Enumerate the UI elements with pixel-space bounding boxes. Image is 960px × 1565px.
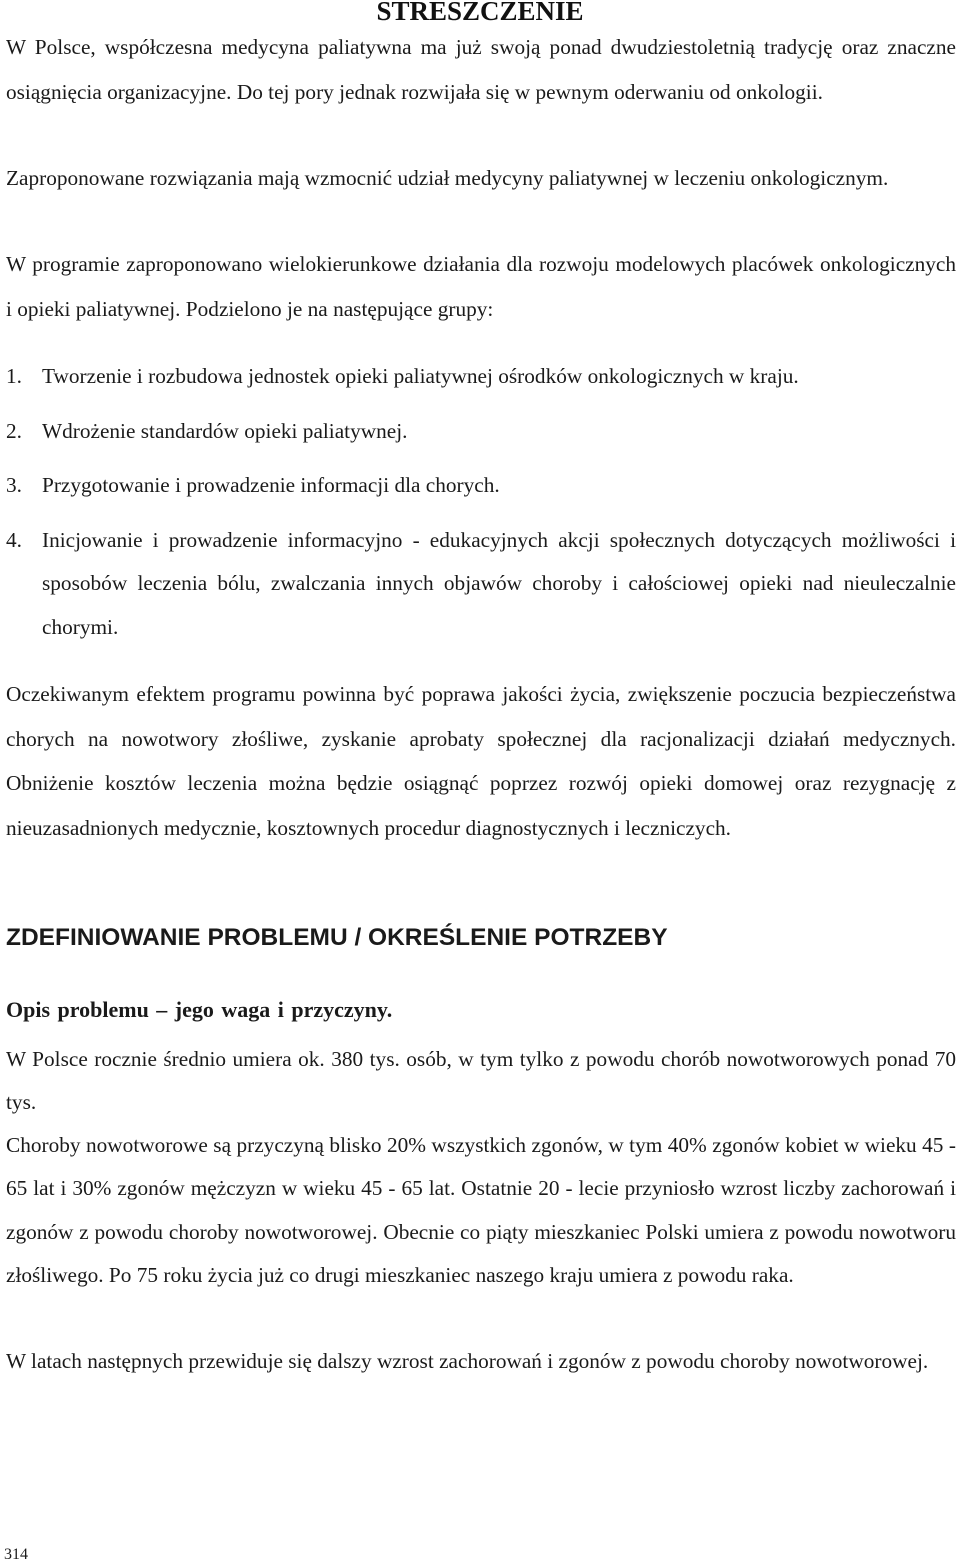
proposal-paragraph: Zaproponowane rozwiązania mają wzmocnić udział medycyny paliatywnej w leczeniu onkologicznym.: [6, 166, 889, 190]
list-item-number: 4.: [6, 527, 22, 552]
list-item-text: Wdrożenie standardów opieki paliatywnej.: [42, 418, 408, 443]
page-number: 314: [4, 1546, 28, 1563]
list-item-text: Tworzenie i rozbudowa jednostek opieki paliatywnej ośrodków onkologicznych w kraju.: [42, 364, 799, 388]
list-item: [6, 410, 956, 454]
list-item-text: Inicjowanie i prowadzenie informacyjno - edukacyjnych akcji społecznych dotyczących możliwości i sposobów leczenia bólu, zwalczania innych objawów choroby i całościowej opieki nad nieuleczalnie chorymi.: [42, 527, 956, 639]
subsection-heading: Opis problemu – jego waga i przyczyny.: [6, 997, 393, 1022]
list-item-number: 3.: [6, 473, 22, 497]
list-item: [6, 464, 956, 508]
effect-paragraph: Oczekiwanym efektem programu powinna być poprawa jakości życia, zwiększenie poczucia bezpieczeństwa chorych na nowotwory złośliwe, zyskanie aprobaty społecznej dla racjonalizacji działań medycznych. Obniżenie kosztów leczenia można będzie osiągnąć poprzez rozwój opieki domowej oraz rezygnację z nieuzasadnionych medycznie, kosztownych procedur diagnostycznych i leczniczych.: [6, 682, 956, 840]
intro-paragraph: W Polsce, współczesna medycyna paliatywna ma już swoją ponad dwudziestoletnią tradycję oraz znaczne osiągnięcia organizacyjne. Do tej pory jednak rozwijała się w pewnym oderwaniu od onkologii.: [6, 35, 956, 104]
list-item-number: 2.: [6, 418, 22, 443]
forecast-paragraph: W latach następnych przewiduje się dalszy wzrost zachorowań i zgonów z powodu choroby nowotworowej.: [6, 1349, 929, 1373]
page-title: STRESZCZENIE: [376, 0, 584, 26]
program-paragraph: W programie zaproponowano wielokierunkowe działania dla rozwoju modelowych placówek onkologicznych i opieki paliatywnej. Podzielono je na następujące grupy:: [6, 252, 956, 321]
section-heading: ZDEFINIOWANIE PROBLEMU / OKREŚLENIE POTRZEBY: [6, 924, 668, 951]
list-item-text: Przygotowanie i prowadzenie informacji dla chorych.: [42, 473, 500, 497]
list-item: [6, 519, 956, 650]
stats-paragraph-1: W Polsce rocznie średnio umiera ok. 380 tys. osób, w tym tylko z powodu chorób nowotworowych ponad 70 tys.: [6, 1047, 956, 1115]
list-item-number: 1.: [6, 364, 22, 388]
stats-paragraph-2: Choroby nowotworowe są przyczyną blisko 20% wszystkich zgonów, w tym 40% zgonów kobiet w wieku 45 - 65 lat i 30% zgonów mężczyzn w wieku 45 - 65 lat. Ostatnie 20 - lecie przyniosło wzrost liczby zachorowań i zgonów z powodu choroby nowotworowej. Obecnie co piąty mieszkaniec Polski umiera z powodu nowotworu złośliwego. Po 75 roku życia już co drugi mieszkaniec naszego kraju umiera z powodu raka.: [6, 1133, 956, 1287]
program-groups-list: [6, 355, 956, 649]
list-item: [6, 355, 956, 399]
